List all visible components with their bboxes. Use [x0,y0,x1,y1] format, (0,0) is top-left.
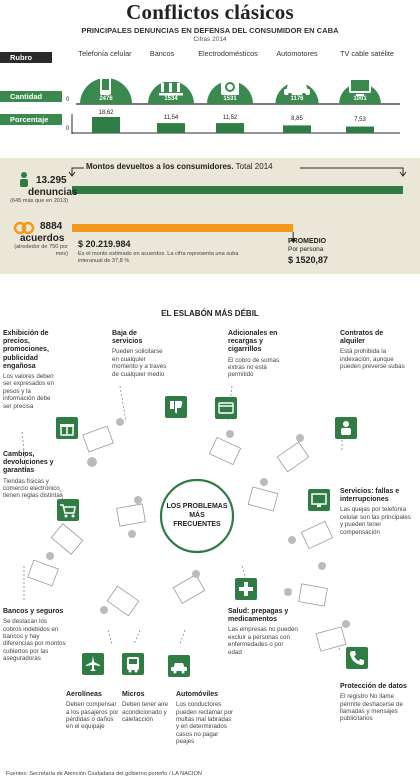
problem-cambios: Cambios, devoluciones y garantías Tiendas físicas y comercio electrónico tienen reglas distintas [3,451,63,500]
diagram-heading: EL ESLABÓN MÁS DÉBIL [161,309,259,318]
bus-icon [122,653,144,675]
problem-datos: Protección de datos El registro No llame permite deshacerse de llamadas y mensajes publicitarios [340,683,407,723]
cantidad-value: 1534 [164,96,178,102]
sources-footer: Fuentes: Secretaría de Atención Ciudadana del gobierno porteño / LA NACION [6,771,202,777]
amount-value: $ 20.219.984 [78,239,131,249]
monitor-icon [308,489,330,511]
year-note: Cifras 2014 [193,36,227,43]
porcentaje-value: 7,53 [354,117,366,123]
porcentaje-tag: Porcentaje [0,114,62,125]
problem-recargas: Adicionales en recargas y cigarrillos El cobro de sumas extras no está permitido [228,330,280,379]
cart-icon [57,499,79,521]
diagram-center-label: LOS PROBLEMAS MÁS FRECUENTES [166,503,228,528]
page-subtitle: PRINCIPALES DENUNCIAS EN DEFENSA DEL CONSUMIDOR EN CABA [81,26,339,35]
problem-salud: Salud: prepagas y medicamentos Las empresas no pueden excluir a personas con enfermedades o por edad [228,608,298,656]
medical-cross-icon [235,578,257,600]
amount-note: Es el monto estimado en acuerdos. La cifra representa una suba interanual de 37,8 % [78,251,239,264]
cantidad-value: 1176 [290,96,304,102]
acuerdos-bar [72,224,293,232]
rubro-tag: Rubro [0,52,52,63]
denuncias-label: denuncias [28,187,78,198]
phone-icon [346,647,368,669]
denuncias-note: (645 más que en 2013) [10,198,68,204]
person-icon [335,417,357,439]
acuerdos-label: acuerdos [20,233,65,244]
cantidad-axis-zero: 0 [66,97,70,103]
promedio-sub: Por persona [288,246,324,253]
category-label: Automotores [276,49,318,58]
credit-card-icon [215,397,237,419]
person-icon [20,172,28,187]
porcentaje-value: 8,85 [291,116,303,122]
denuncias-bar [72,186,403,194]
category-label: TV cable satélite [340,49,394,58]
cantidad-value: 1001 [353,96,367,102]
category-label: Electrodomésticos [198,49,258,58]
airplane-icon [82,653,104,675]
problem-aerolineas: Aerolíneas Deben compensar a los pasajeros por pérdidas o daños en el equipaje [66,691,119,731]
problem-baja-servicios: Baja de servicios Pueden solicitarse en cualquier momento y a través de cualquier medio [112,330,167,378]
montos-heading: Montos devueltos a los consumidores. Total 2014 [86,162,273,171]
promedio-label: PROMEDIO [288,238,327,245]
acuerdos-value: 8884 [40,221,63,232]
cantidad-tag: Cantidad [0,91,62,102]
category-label: Telefonía celular [78,49,132,58]
acuerdos-note: (alrededor de 750 por mes) [14,244,68,257]
car-icon [168,655,190,677]
problem-exhibicion: Exhibición de precios, promociones, publicidad engañosa Los valores deben ser expresados en pesos y la información debe ser precisa [3,330,54,410]
problem-bancos: Bancos y seguros Se destacan los cobros indebidos en bancos y hay diferencias por montos cubiertos por las aseguradoras [3,608,66,663]
handshake-icon [15,223,33,233]
page-title: Conflictos clásicos [126,0,294,24]
porcentaje-value: 18,62 [98,110,114,116]
category-label: Bancos [149,49,175,58]
cantidad-value: 1531 [223,96,237,102]
porcentaje-axis-zero: 0 [66,126,70,132]
problem-alquiler: Contratos de alquiler Está prohibida la indexación, aunque pueden preverse subas [340,330,405,371]
porcentaje-value: 11,54 [163,115,179,121]
cantidad-value: 2476 [99,96,113,102]
problem-automoviles: Automóviles Los conductores pueden reclamar por multas mal labradas y en determinados casos no pagar peajes [176,691,234,746]
problem-micros: Micros Deben tener aire acondicionado y calefacción [122,691,169,724]
promedio-value: $ 1520,87 [288,255,329,265]
problem-fallas: Servicios: fallas e interrupciones Las quejas por telefonía celular son las principales y pueden tener compensación [340,488,411,536]
porcentaje-value: 11,52 [222,115,238,121]
gift-icon [56,417,78,439]
thumbs-down-icon [165,396,187,418]
denuncias-value: 13.295 [36,175,67,186]
